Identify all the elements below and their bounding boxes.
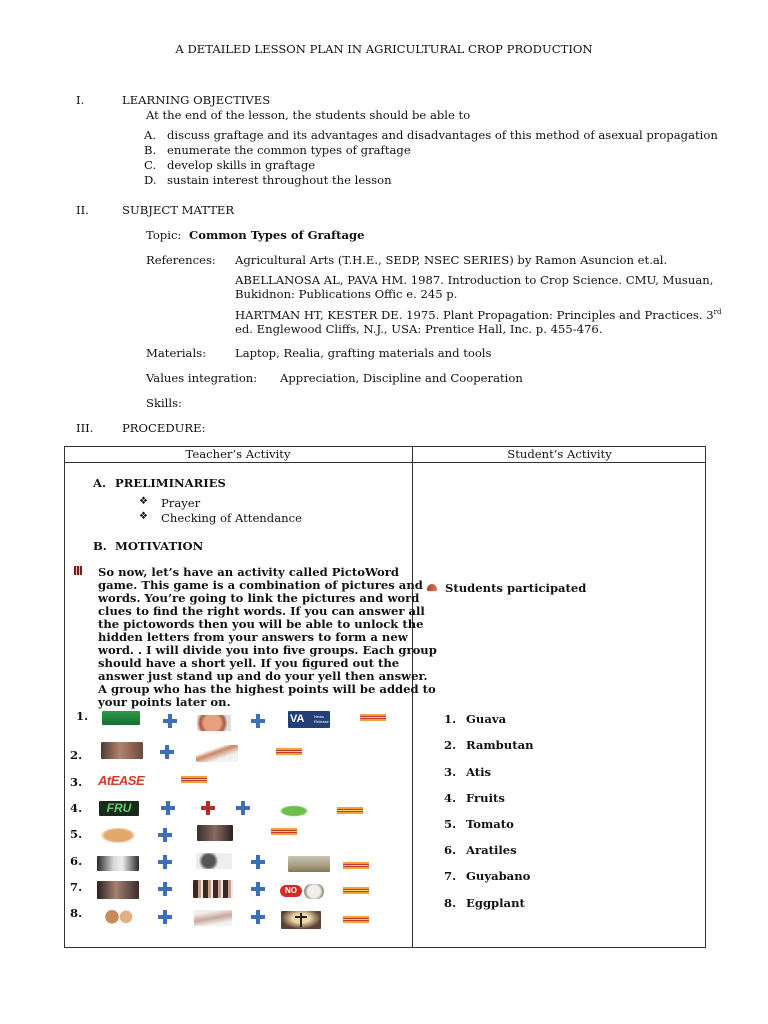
plus-icon xyxy=(158,910,172,924)
puzzle-7-picture-crowd xyxy=(193,880,233,898)
answer-number: 2. xyxy=(444,738,457,752)
prelim-heading: PRELIMINARIES xyxy=(115,476,226,490)
hand-icon xyxy=(304,884,324,899)
motivation-line: So now, let’s have an activity called PictoWord xyxy=(98,565,400,579)
answer-number: 8. xyxy=(444,896,457,910)
plus-icon xyxy=(251,714,265,728)
section1-numeral: I. xyxy=(76,93,85,107)
values-value: Appreciation, Discipline and Cooperation xyxy=(280,371,523,385)
plus-icon xyxy=(163,714,177,728)
red-plus-icon xyxy=(201,801,215,815)
topic-value: Common Types of Graftage xyxy=(189,228,365,242)
values-label: Values integration: xyxy=(146,371,258,385)
puzzle-5-picture-thumb xyxy=(97,826,139,843)
reference-1: Agricultural Arts (T.H.E., SEDP, NSEC SERIES) by Ramon Asuncion et.al. xyxy=(235,253,668,267)
motivation-line: word. . I will divide you into five groups. Each group xyxy=(98,643,437,657)
answer-number: 6. xyxy=(444,843,457,857)
motivation-line: should have a short yell. If you figured out the xyxy=(98,656,400,670)
section3-heading: PROCEDURE: xyxy=(122,421,206,435)
objective-letter: C. xyxy=(144,158,157,172)
section3-numeral: III. xyxy=(76,421,94,435)
topic-label: Topic: xyxy=(146,228,182,242)
answer-text: Guyabano xyxy=(466,869,531,883)
puzzle-number: 3. xyxy=(70,775,83,789)
column-divider xyxy=(412,446,413,948)
answer-text: Aratiles xyxy=(466,843,517,857)
reference-2-line2: Bukidnon: Publications Offic e. 245 p. xyxy=(235,287,458,301)
motivation-line: words. You’re going to link the pictures and word xyxy=(98,591,420,605)
puzzle-1-picture-sign xyxy=(102,711,140,725)
puzzle-1-picture-news xyxy=(288,711,330,728)
puzzle-2-picture-arm xyxy=(196,745,238,762)
references-label: References: xyxy=(146,253,216,267)
reference-3-text: HARTMAN HT, KESTER DE. 1975. Plant Propagation: Principles and Practices. 3 xyxy=(235,308,714,322)
answer-number: 1. xyxy=(444,712,457,726)
puzzle-1-picture-face xyxy=(197,715,231,731)
puzzle-3-picture-at-ease: AtEASE xyxy=(98,773,145,788)
answer-text: Eggplant xyxy=(466,896,525,910)
motivation-letter: B. xyxy=(93,539,107,553)
answer-text: Fruits xyxy=(466,791,505,805)
motivation-line: your points later on. xyxy=(98,695,231,709)
diamond-bullet-icon: ❖ xyxy=(139,496,148,507)
motivation-line: game. This game is a combination of pictures and xyxy=(98,578,423,592)
prelim-item: Checking of Attendance xyxy=(161,511,302,525)
objective-text: develop skills in graftage xyxy=(167,158,316,172)
answer-number: 7. xyxy=(444,869,457,883)
plus-icon xyxy=(161,801,175,815)
answer-text: Rambutan xyxy=(466,738,534,752)
puzzle-8-picture-hand xyxy=(194,910,232,926)
news-logo-text: VA xyxy=(290,713,305,725)
motivation-line: hidden letters from your answers to form a new xyxy=(98,630,408,644)
motivation-line: A group who has the highest points will be added to xyxy=(98,682,436,696)
puzzle-2-picture-man xyxy=(101,742,143,759)
puzzle-number: 5. xyxy=(70,827,83,841)
materials-label: Materials: xyxy=(146,346,207,360)
plus-icon xyxy=(158,828,172,842)
puzzle-7-picture-boy xyxy=(97,881,139,899)
motivation-heading: MOTIVATION xyxy=(115,539,204,553)
plus-icon xyxy=(160,745,174,759)
no-sign-icon: NO xyxy=(280,885,302,897)
red-arrow-bullet-icon xyxy=(427,584,437,591)
puzzle-6-picture-group xyxy=(196,853,232,869)
equals-icon xyxy=(271,828,297,835)
plus-icon xyxy=(158,882,172,896)
students-participated: Students participated xyxy=(445,581,587,595)
reference-3-line2: ed. Englewood Cliffs, N.J., USA: Prentice Hall, Inc. p. 455-476. xyxy=(235,322,603,336)
header-divider xyxy=(64,462,706,463)
answer-text: Tomato xyxy=(466,817,514,831)
answer-text: Guava xyxy=(466,712,507,726)
materials-value: Laptop, Realia, grafting materials and tools xyxy=(235,346,492,360)
skills-label: Skills: xyxy=(146,396,182,410)
teacher-activity-header: Teacher’s Activity xyxy=(185,447,291,461)
objective-letter: A. xyxy=(144,128,157,142)
puzzle-5-picture-person xyxy=(197,825,233,841)
puzzle-4-picture-fru: FRU xyxy=(99,801,139,816)
puzzle-number: 2. xyxy=(70,748,83,762)
section1-intro: At the end of the lesson, the students should be able to xyxy=(146,108,471,122)
equals-icon xyxy=(343,887,369,894)
prelim-item: Prayer xyxy=(161,496,201,510)
objective-text: enumerate the common types of graftage xyxy=(167,143,411,157)
puzzle-4-picture-snake xyxy=(271,802,317,817)
diamond-bullet-icon: ❖ xyxy=(139,511,148,522)
motivation-line: the pictowords then you will be able to unlock the xyxy=(98,617,424,631)
answer-text: Atis xyxy=(466,765,492,779)
objective-letter: B. xyxy=(144,143,157,157)
section2-numeral: II. xyxy=(76,203,89,217)
answer-number: 5. xyxy=(444,817,457,831)
puzzle-number: 4. xyxy=(70,801,83,815)
puzzle-number: 1. xyxy=(76,709,89,723)
section2-heading: SUBJECT MATTER xyxy=(122,203,235,217)
puzzle-8-picture-eggs xyxy=(100,908,140,924)
equals-icon xyxy=(337,807,363,814)
puzzle-number: 6. xyxy=(70,854,83,868)
striped-bullet-icon xyxy=(74,566,82,575)
news-logo-subtext: News Release xyxy=(314,714,329,724)
equals-icon xyxy=(181,776,207,783)
puzzle-6-picture-field xyxy=(288,856,330,872)
page-title: A DETAILED LESSON PLAN IN AGRICULTURAL CROP PRODUCTION xyxy=(175,42,593,56)
student-activity-header: Student’s Activity xyxy=(507,447,612,461)
motivation-line: answer just stand up and do your yell then answer. xyxy=(98,669,428,683)
section1-heading: LEARNING OBJECTIVES xyxy=(122,93,271,107)
plus-icon xyxy=(251,882,265,896)
reference-3-sup: rd xyxy=(713,308,722,316)
plus-icon xyxy=(158,855,172,869)
puzzle-7-picture-no-sign xyxy=(280,883,328,900)
objective-letter: D. xyxy=(144,173,157,187)
cross-bar-icon xyxy=(295,916,307,918)
equals-icon xyxy=(360,714,386,721)
prelim-letter: A. xyxy=(93,476,107,490)
equals-icon xyxy=(276,748,302,755)
equals-icon xyxy=(343,862,369,869)
objective-text: discuss graftage and its advantages and disadvantages of this method of asexual propagation xyxy=(167,128,718,142)
answer-number: 3. xyxy=(444,765,457,779)
answer-number: 4. xyxy=(444,791,457,805)
puzzle-8-picture-cross xyxy=(281,911,321,929)
plus-icon xyxy=(251,855,265,869)
plus-icon xyxy=(251,910,265,924)
equals-icon xyxy=(343,916,369,923)
reference-2-line1: ABELLANOSA AL, PAVA HM. 1987. Introduction to Crop Science. CMU, Musuan, xyxy=(235,273,714,287)
plus-icon xyxy=(236,801,250,815)
puzzle-number: 8. xyxy=(70,906,83,920)
puzzle-6-picture-face xyxy=(97,856,139,871)
objective-text: sustain interest throughout the lesson xyxy=(167,173,392,187)
puzzle-number: 7. xyxy=(70,880,83,894)
motivation-line: clues to find the right words. If you can answer all xyxy=(98,604,425,618)
reference-3-line1 xyxy=(235,308,721,322)
